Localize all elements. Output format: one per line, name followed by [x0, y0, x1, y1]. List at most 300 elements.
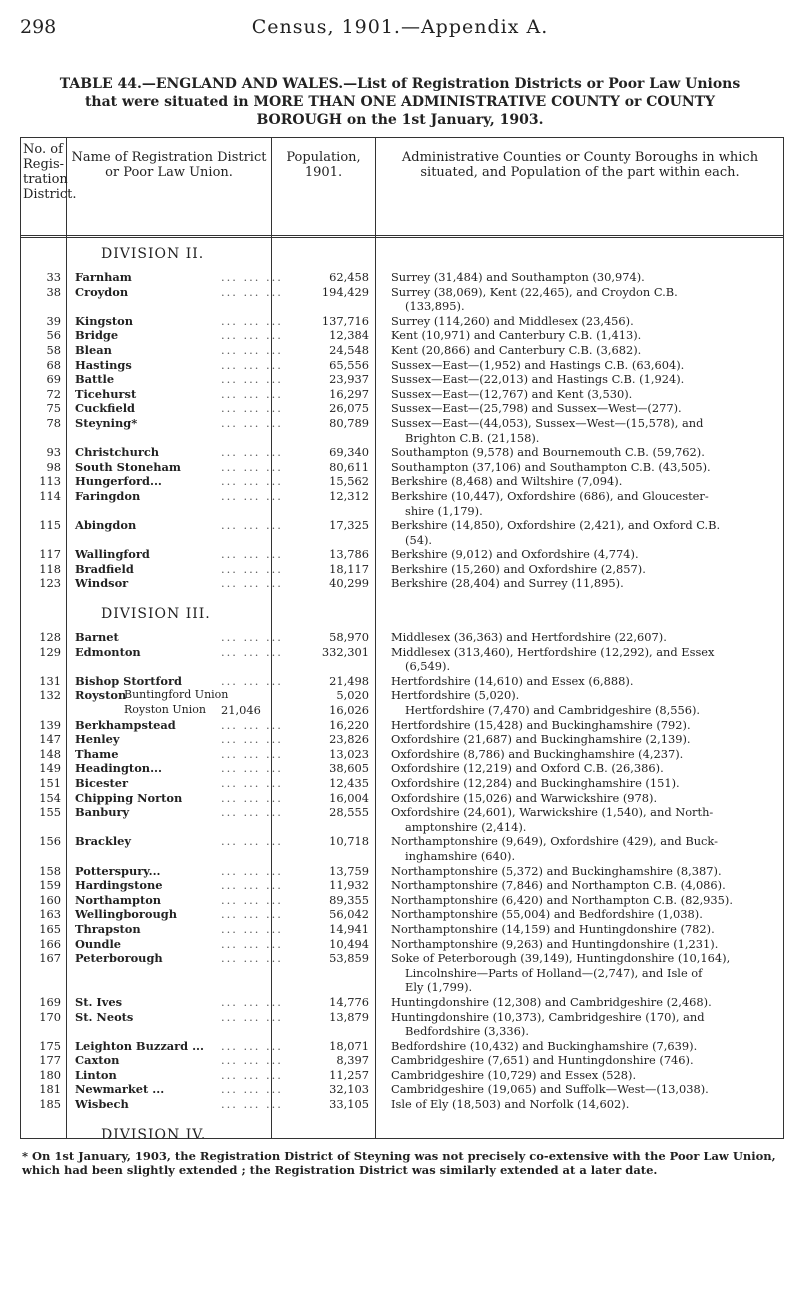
division-spacer [21, 1112, 783, 1119]
leader-dots: ... ... ... [221, 518, 283, 533]
header-no-line-1: No. of [23, 142, 63, 157]
district-name: Windsor [75, 576, 129, 591]
header-district-name [67, 150, 271, 180]
administrative-area-text: Northamptonshire (5,372) and Buckinghamshire (8,387). [391, 863, 722, 878]
population-value: 16,004 [329, 790, 369, 805]
administrative-area-text: Sussex—East—(44,053), Sussex—West—(15,578), and [391, 415, 704, 430]
table-row-continuation [21, 533, 783, 548]
population-value: 13,879 [329, 1009, 369, 1024]
district-name: Potterspury... [75, 863, 161, 878]
leader-dots: ... ... ... [221, 474, 283, 489]
population-value: 21,046 [221, 703, 261, 718]
table-row [21, 576, 783, 591]
table-row [21, 445, 783, 460]
population-value: 62,458 [329, 270, 369, 284]
population-value: 56,042 [329, 907, 369, 922]
district-name: Leighton Buzzard ... [75, 1038, 204, 1053]
population-value: 18,117 [329, 561, 369, 576]
population-value: 26,075 [329, 401, 369, 416]
district-number: 163 [39, 907, 61, 922]
administrative-area-text: Oxfordshire (12,219) and Oxford C.B. (26,386). [391, 761, 664, 776]
district-name: Henley [75, 732, 120, 747]
table-row [21, 1068, 783, 1083]
table-row [21, 630, 783, 645]
administrative-area-text: shire (1,179). [405, 503, 483, 518]
table-row [21, 937, 783, 952]
table-row-continuation [21, 703, 783, 718]
leader-dots: ... ... ... [221, 863, 283, 878]
population-value: 13,786 [329, 547, 369, 562]
administrative-area-text: Hertfordshire (7,470) and Cambridgeshire (8,556). [405, 703, 701, 718]
district-number: 118 [39, 561, 61, 576]
district-name: Hungerford... [75, 474, 162, 489]
population-value: 80,611 [329, 459, 369, 474]
population-value: 40,299 [329, 576, 369, 591]
district-number: 154 [39, 790, 61, 805]
district-name: Bradfield [75, 561, 134, 576]
table-row [21, 805, 783, 820]
population-value: 18,071 [329, 1038, 369, 1053]
administrative-area-text: Northamptonshire (7,846) and Northampton C.B. (4,086). [391, 878, 726, 893]
table-row [21, 387, 783, 402]
district-number: 170 [39, 1009, 61, 1024]
administrative-area-text: Oxfordshire (8,786) and Buckinghamshire (4,237). [391, 746, 684, 761]
leader-dots: ... ... ... [221, 892, 283, 907]
administrative-area-text: Soke of Peterborough (39,149), Huntingdonshire (10,164), [391, 951, 731, 966]
leader-dots: ... ... ... [221, 834, 283, 849]
district-number: 68 [46, 357, 61, 372]
population-value: 65,556 [329, 357, 369, 372]
table-row [21, 285, 783, 300]
district-name: Peterborough [75, 951, 163, 966]
district-number: 58 [46, 342, 61, 357]
header-district-number [23, 142, 77, 202]
table-row-continuation [21, 820, 783, 835]
division-spacer [21, 591, 783, 598]
district-number: 180 [39, 1067, 61, 1082]
population-value: 89,355 [329, 892, 369, 907]
district-number: 123 [39, 576, 61, 591]
table-row [21, 747, 783, 762]
leader-dots: ... ... ... [221, 1067, 283, 1082]
division-title: DIVISION IV. [101, 1126, 207, 1139]
district-name: Berkhampstead [75, 717, 176, 732]
table-row [21, 474, 783, 489]
table-row [21, 1053, 783, 1068]
population-value: 15,562 [329, 474, 369, 489]
district-number: 114 [39, 488, 61, 503]
administrative-area-text: Hertfordshire (15,428) and Buckinghamshire (792). [391, 717, 691, 732]
district-number: 147 [39, 732, 61, 747]
population-value: 38,605 [329, 761, 369, 776]
header-pop-line-2: 1901. [304, 165, 343, 180]
table-row [21, 791, 783, 806]
district-number: 128 [39, 630, 61, 645]
district-number: 175 [39, 1038, 61, 1053]
district-number: 38 [46, 284, 61, 299]
administrative-area-text: Northamptonshire (9,649), Oxfordshire (429), and Buck- [391, 834, 718, 849]
table-row [21, 489, 783, 504]
table-row [21, 343, 783, 358]
district-name: Battle [75, 372, 115, 387]
district-name: Farnham [75, 270, 132, 284]
district-number: 181 [39, 1082, 61, 1097]
leader-dots: ... ... ... [221, 576, 283, 591]
table-row-continuation [21, 431, 783, 446]
table-row-continuation [21, 299, 783, 314]
leader-dots: ... ... ... [221, 776, 283, 790]
table-row [21, 547, 783, 562]
leader-dots: ... ... ... [221, 790, 283, 805]
population-value: 33,105 [329, 1097, 369, 1112]
administrative-area-text: Brighton C.B. (21,158). [405, 430, 540, 445]
administrative-area-text: Oxfordshire (12,284) and Buckinghamshire (151). [391, 776, 680, 790]
district-number: 155 [39, 805, 61, 820]
table-row [21, 674, 783, 689]
district-name: Blean [75, 342, 112, 357]
header-name-line-1: Name of Registration District [71, 150, 267, 165]
sub-union-name: Buntingford Union [124, 688, 229, 702]
district-name: Newmarket ... [75, 1082, 165, 1097]
district-name: Wisbech [75, 1097, 129, 1112]
header-adm-line-1: Administrative Counties or County Boroughs in which [401, 150, 759, 165]
population-value: 10,494 [329, 936, 369, 951]
table-title-line-1: TABLE 44.—ENGLAND AND WALES.—List of Registration Districts or Poor Law Unions [59, 76, 741, 92]
district-name: Oundle [75, 936, 122, 951]
administrative-area-text: Surrey (31,484) and Southampton (30,974). [391, 270, 645, 284]
header-administrative-counties [377, 150, 783, 180]
division-title: DIVISION III. [101, 606, 211, 623]
table-row [21, 562, 783, 577]
district-name: Cuckfield [75, 401, 135, 416]
table-title [20, 75, 780, 129]
table-row [21, 718, 783, 733]
district-name: South Stoneham [75, 459, 181, 474]
leader-dots: ... ... ... [221, 313, 283, 328]
district-number: 151 [39, 776, 61, 790]
administrative-area-text: Kent (10,971) and Canterbury C.B. (1,413). [391, 328, 642, 343]
population-value: 13,023 [329, 746, 369, 761]
table-row [21, 1097, 783, 1112]
leader-dots: ... ... ... [221, 401, 283, 416]
district-name: Royston [75, 688, 127, 703]
administrative-area-text: Berkshire (9,012) and Oxfordshire (4,774). [391, 547, 639, 562]
district-number: 177 [39, 1053, 61, 1068]
leader-dots: ... ... ... [221, 372, 283, 387]
district-name: Wallingford [75, 547, 150, 562]
population-value: 23,937 [329, 372, 369, 387]
district-number: 72 [46, 386, 61, 401]
population-value: 28,555 [329, 805, 369, 820]
table-row [21, 1039, 783, 1054]
administrative-area-text: Northamptonshire (9,263) and Huntingdonshire (1,231). [391, 936, 719, 951]
table-row [21, 907, 783, 922]
footnote: * On 1st January, 1903, the Registration District of Steyning was not precisely co-extensive with the Poor Law Union, which had been slightly extended ; the Registration District was similarly extended at a later date. [22, 1149, 776, 1177]
leader-dots: ... ... ... [221, 878, 283, 893]
leader-dots: ... ... ... [221, 1038, 283, 1053]
sub-population-value: 5,020 [336, 688, 369, 703]
administrative-area-text: Oxfordshire (24,601), Warwickshire (1,540), and North- [391, 805, 714, 820]
population-value: 53,859 [329, 951, 369, 966]
district-number: 78 [46, 415, 61, 430]
table-row [21, 270, 783, 285]
district-name: Barnet [75, 630, 119, 645]
administrative-area-text: Hertfordshire (5,020). [391, 688, 520, 703]
table-row [21, 358, 783, 373]
table-row [21, 878, 783, 893]
population-value: 24,548 [329, 342, 369, 357]
district-number: 159 [39, 878, 61, 893]
population-value: 16,220 [329, 717, 369, 732]
leader-dots: ... ... ... [221, 936, 283, 951]
population-value: 23,826 [329, 732, 369, 747]
district-name: Thame [75, 746, 119, 761]
table-row [21, 834, 783, 849]
district-number: 149 [39, 761, 61, 776]
leader-dots: ... ... ... [221, 415, 283, 430]
administrative-area-text: Cambridgeshire (19,065) and Suffolk—West—(13,038). [391, 1082, 709, 1097]
administrative-area-text: Southampton (37,106) and Southampton C.B. (43,505). [391, 459, 711, 474]
table-row-continuation [21, 966, 783, 981]
header-adm-line-2: situated, and Population of the part within each. [420, 165, 740, 180]
population-value: 332,301 [321, 644, 369, 659]
population-value: 13,759 [329, 863, 369, 878]
leader-dots: ... ... ... [221, 357, 283, 372]
leader-dots: ... ... ... [221, 732, 283, 747]
administrative-area-text: (6,549). [405, 659, 451, 674]
population-value: 11,257 [329, 1067, 369, 1082]
table-row [21, 1010, 783, 1025]
population-value: 14,941 [329, 921, 369, 936]
leader-dots: ... ... ... [221, 561, 283, 576]
district-name: Banbury [75, 805, 130, 820]
table-row [21, 951, 783, 966]
administrative-area-text: inghamshire (640). [405, 848, 516, 863]
district-name: Caxton [75, 1053, 120, 1068]
table-body [21, 238, 783, 1139]
table-row [21, 732, 783, 747]
district-name: Northampton [75, 892, 162, 907]
district-number: 169 [39, 994, 61, 1009]
leader-dots: ... ... ... [221, 488, 283, 503]
district-name: Wellingborough [75, 907, 178, 922]
district-number: 167 [39, 951, 61, 966]
leader-dots: ... ... ... [221, 1053, 283, 1068]
population-value: 137,716 [321, 313, 369, 328]
district-name: Ticehurst [75, 386, 137, 401]
population-value: 12,435 [329, 776, 369, 790]
leader-dots: ... ... ... [221, 907, 283, 922]
administrative-area-text: Oxfordshire (21,687) and Buckinghamshire (2,139). [391, 732, 691, 747]
administrative-area-text: Isle of Ely (18,503) and Norfolk (14,602). [391, 1097, 630, 1112]
table-row-continuation [21, 1024, 783, 1039]
administrative-area-text: (133,895). [405, 299, 465, 314]
table-row [21, 401, 783, 416]
table-row [21, 1082, 783, 1097]
administrative-area-text: Northamptonshire (55,004) and Bedfordshire (1,038). [391, 907, 703, 922]
header-no-line-4: District. [23, 187, 77, 202]
sub-union-name: Royston Union [124, 703, 206, 717]
population-value: 17,325 [329, 518, 369, 533]
administrative-area-text: Surrey (114,260) and Middlesex (23,456). [391, 313, 634, 328]
leader-dots: ... ... ... [221, 644, 283, 659]
administrative-area-text: Middlesex (313,460), Hertfordshire (12,292), and Essex [391, 644, 715, 659]
leader-dots: ... ... ... [221, 921, 283, 936]
leader-dots: ... ... ... [221, 630, 283, 645]
table-row [21, 328, 783, 343]
leader-dots: ... ... ... [221, 342, 283, 357]
district-name: St. Neots [75, 1009, 134, 1024]
administrative-area-text: Berkshire (8,468) and Wiltshire (7,094). [391, 474, 623, 489]
table-row [21, 688, 783, 703]
administrative-area-text: Berkshire (14,850), Oxfordshire (2,421), and Oxford C.B. [391, 518, 721, 533]
table-row [21, 416, 783, 431]
table-row-continuation [21, 980, 783, 995]
table-row [21, 776, 783, 791]
district-name: Brackley [75, 834, 132, 849]
district-name: Bridge [75, 328, 119, 343]
district-number: 132 [39, 688, 61, 703]
running-title: Census, 1901.—Appendix A. [251, 16, 549, 38]
administrative-area-text: (54). [405, 532, 433, 547]
administrative-area-text: Cambridgeshire (10,729) and Essex (528). [391, 1067, 637, 1082]
registration-districts-table [20, 137, 784, 1139]
administrative-area-text: Berkshire (28,404) and Surrey (11,895). [391, 576, 624, 591]
population-value: 21,498 [329, 673, 369, 688]
district-number: 139 [39, 717, 61, 732]
population-value: 32,103 [329, 1082, 369, 1097]
table-row [21, 864, 783, 879]
district-name: Hardingstone [75, 878, 163, 893]
population-value: 12,312 [329, 488, 369, 503]
district-name: Headington... [75, 761, 162, 776]
population-value: 10,718 [329, 834, 369, 849]
district-number: 129 [39, 644, 61, 659]
leader-dots: ... ... ... [221, 746, 283, 761]
table-row-continuation [21, 849, 783, 864]
leader-dots: ... ... ... [221, 761, 283, 776]
administrative-area-text: Huntingdonshire (10,373), Cambridgeshire (170), and [391, 1009, 705, 1024]
leader-dots: ... ... ... [221, 270, 283, 284]
population-value: 69,340 [329, 445, 369, 460]
district-name: Bicester [75, 776, 129, 790]
district-number: 148 [39, 746, 61, 761]
district-number: 33 [46, 270, 61, 284]
leader-dots: ... ... ... [221, 328, 283, 343]
administrative-area-text: Sussex—East—(12,767) and Kent (3,530). [391, 386, 633, 401]
administrative-area-text: Huntingdonshire (12,308) and Cambridgeshire (2,468). [391, 994, 712, 1009]
administrative-area-text: Berkshire (15,260) and Oxfordshire (2,857). [391, 561, 646, 576]
table-row-continuation [21, 659, 783, 674]
table-title-line-3: BOROUGH on the 1st January, 1903. [256, 112, 544, 128]
district-name: Faringdon [75, 488, 141, 503]
page-number: 298 [20, 16, 57, 38]
table-row [21, 893, 783, 908]
administrative-area-text: Kent (20,866) and Canterbury C.B. (3,682). [391, 342, 642, 357]
district-number: 117 [39, 547, 61, 562]
population-value: 14,776 [329, 994, 369, 1009]
district-number: 165 [39, 921, 61, 936]
administrative-area-text: Northamptonshire (14,159) and Huntingdonshire (782). [391, 921, 715, 936]
sub-population-value: 16,026 [329, 703, 369, 718]
administrative-area-text: Berkshire (10,447), Oxfordshire (686), and Gloucester- [391, 488, 709, 503]
header-name-line-2: or Poor Law Union. [105, 165, 233, 180]
administrative-area-text: Northamptonshire (6,420) and Northampton C.B. (82,935). [391, 892, 733, 907]
leader-dots: ... ... ... [221, 1009, 283, 1024]
district-number: 56 [46, 328, 61, 343]
population-value: 8,397 [336, 1053, 369, 1068]
administrative-area-text: Sussex—East—(1,952) and Hastings C.B. (63,604). [391, 357, 685, 372]
district-number: 115 [39, 518, 61, 533]
district-name: St. Ives [75, 994, 123, 1009]
district-name: Croydon [75, 284, 129, 299]
administrative-area-text: Sussex—East—(25,798) and Sussex—West—(277). [391, 401, 682, 416]
administrative-area-text: Southampton (9,578) and Bournemouth C.B. (59,762). [391, 445, 705, 460]
table-row [21, 922, 783, 937]
administrative-area-text: Surrey (38,069), Kent (22,465), and Croydon C.B. [391, 284, 678, 299]
district-number: 166 [39, 936, 61, 951]
administrative-area-text: Cambridgeshire (7,651) and Huntingdonshire (746). [391, 1053, 694, 1068]
district-number: 75 [46, 401, 61, 416]
header-no-line-3: tration [23, 172, 68, 187]
leader-dots: ... ... ... [221, 1082, 283, 1097]
population-value: 12,384 [329, 328, 369, 343]
district-name: Thrapston [75, 921, 141, 936]
administrative-area-text: Bedfordshire (10,432) and Buckinghamshire (7,639). [391, 1038, 698, 1053]
population-value: 194,429 [321, 284, 369, 299]
table-row [21, 372, 783, 387]
administrative-area-text: Sussex—East—(22,013) and Hastings C.B. (1,924). [391, 372, 685, 387]
district-number: 185 [39, 1097, 61, 1112]
district-name: Christchurch [75, 445, 160, 460]
population-value: 58,970 [329, 630, 369, 645]
table-row-continuation [21, 504, 783, 519]
district-number: 160 [39, 892, 61, 907]
district-number: 113 [39, 474, 61, 489]
population-value: 16,297 [329, 386, 369, 401]
district-name: Kingston [75, 313, 134, 328]
population-value: 11,932 [329, 878, 369, 893]
leader-dots: ... ... ... [221, 1097, 283, 1112]
district-number: 93 [46, 445, 61, 460]
district-name: Bishop Stortford [75, 673, 182, 688]
table-row [21, 314, 783, 329]
administrative-area-text: amptonshire (2,414). [405, 819, 527, 834]
division-title: DIVISION II. [101, 246, 205, 262]
leader-dots: ... ... ... [221, 386, 283, 401]
table-header [21, 138, 783, 238]
table-title-line-2: that were situated in MORE THAN ONE ADMINISTRATIVE COUNTY or COUNTY [84, 94, 716, 110]
table-row [21, 645, 783, 660]
header-pop-line-1: Population, [286, 150, 361, 165]
administrative-area-text: Ely (1,799). [405, 980, 473, 995]
administrative-area-text: Oxfordshire (15,026) and Warwickshire (978). [391, 790, 658, 805]
district-name: Steyning* [75, 415, 138, 430]
population-value: 80,789 [329, 415, 369, 430]
table-row [21, 761, 783, 776]
page-header [20, 16, 780, 42]
district-name: Linton [75, 1067, 117, 1082]
district-name: Abingdon [75, 518, 137, 533]
leader-dots: ... ... ... [221, 717, 283, 732]
district-number: 69 [46, 372, 61, 387]
district-number: 156 [39, 834, 61, 849]
leader-dots: ... ... ... [221, 445, 283, 460]
district-name: Edmonton [75, 644, 141, 659]
district-name: Chipping Norton [75, 790, 183, 805]
district-number: 98 [46, 459, 61, 474]
leader-dots: ... ... ... [221, 673, 283, 688]
